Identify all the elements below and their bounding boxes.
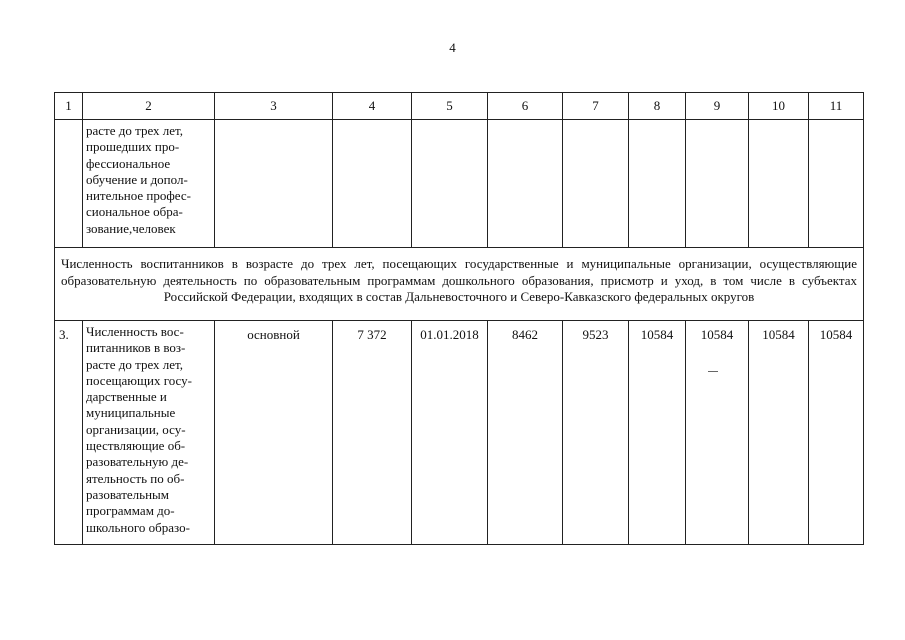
column-header-11: 11 bbox=[809, 93, 864, 120]
indicator-cell bbox=[83, 321, 215, 545]
column-header-5: 5 bbox=[412, 93, 488, 120]
base-date: 01.01.2018 bbox=[420, 327, 479, 342]
column-header-8: 8 bbox=[629, 93, 686, 120]
cont-indicator-text: расте до трех лет, прошедших про- фессиональное обучение и допол- нительное профес- сиональное обра- зование,человек bbox=[86, 123, 191, 236]
value-col-8: 10584 bbox=[640, 327, 674, 342]
column-header-7: 7 bbox=[563, 93, 629, 120]
column-header-9: 9 bbox=[686, 93, 749, 120]
column-header-6: 6 bbox=[488, 93, 563, 120]
value-col-9: 10584 bbox=[700, 327, 734, 342]
data-table bbox=[54, 92, 864, 545]
column-header-2: 2 bbox=[83, 93, 215, 120]
row-number-cell bbox=[55, 321, 83, 545]
column-header-10: 10 bbox=[749, 93, 809, 120]
column-header-1: 1 bbox=[55, 93, 83, 120]
section-row bbox=[55, 248, 864, 321]
continuation-row bbox=[55, 120, 864, 248]
value-col-10: 10584 bbox=[762, 327, 795, 342]
indicator-type: основной bbox=[247, 327, 300, 342]
header-row bbox=[55, 93, 864, 120]
value-col-6: 8462 bbox=[512, 327, 538, 342]
section-title: Численность воспитанников в возрасте до трех лет, посещающих государственные и муниципальные организации, осуществляющие образовательную деятельность по образовательным программам дошкольного образования, присмотр и уход, в том числе в субъектах Российской Федерации, входящих в состав Дальневосточного и Северо-Кавказского федеральных округов bbox=[61, 256, 857, 304]
section-cell bbox=[55, 248, 864, 321]
row-number: 3. bbox=[59, 327, 69, 342]
column-header-3: 3 bbox=[215, 93, 333, 120]
cont-number-cell bbox=[55, 120, 83, 248]
cont-indicator-cell bbox=[83, 120, 215, 248]
page-number: 4 bbox=[449, 40, 456, 55]
value-col-11: 10584 bbox=[819, 327, 853, 342]
pen-mark bbox=[708, 371, 718, 372]
base-value: 7 372 bbox=[357, 327, 387, 342]
indicator-text: Численность вос- питанников в воз- расте до трех лет, посещающих госу- дарственные и муниципальные организации, осу- ществляющие об- разовательную де- ятельность по об- разовательным программам до- школьного образо- bbox=[86, 324, 192, 535]
table-row bbox=[55, 321, 864, 545]
value-col-7: 9523 bbox=[582, 327, 609, 342]
column-header-4: 4 bbox=[333, 93, 412, 120]
